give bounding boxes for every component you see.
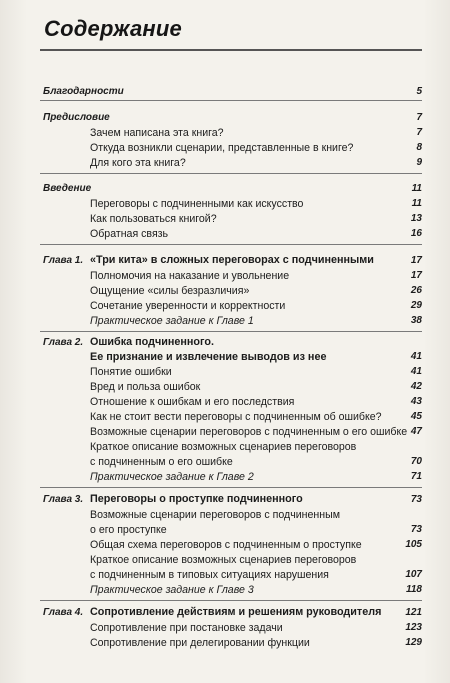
toc-entry-page: 9 xyxy=(416,157,422,168)
page-title: Содержание xyxy=(44,16,182,41)
toc-entry-page: 45 xyxy=(410,411,422,422)
toc-entry-page: 129 xyxy=(405,637,422,648)
toc-entry: Практическое задание к Главе 1 xyxy=(90,315,254,327)
toc-entry: Понятие ошибки xyxy=(90,366,172,378)
toc-entry: Сопротивление при постановке задачи xyxy=(90,622,283,634)
toc-entry: Краткое описание возможных сценариев переговоров xyxy=(90,554,357,566)
toc-entry: Откуда возникли сценарии, представленные в книге? xyxy=(90,142,354,154)
divider xyxy=(40,331,422,332)
toc-entry: Как пользоваться книгой? xyxy=(90,213,217,225)
toc-ch1-title: «Три кита» в сложных переговорах с подчиненными xyxy=(90,254,374,266)
toc-entry: Обратная связь xyxy=(90,228,169,240)
toc-entry-page: 29 xyxy=(410,300,422,311)
toc-entry-page: 11 xyxy=(411,198,422,209)
toc-ack-label: Благодарности xyxy=(43,86,124,97)
toc-ch1-page: 17 xyxy=(410,255,422,266)
toc-ch1-label: Глава 1. xyxy=(43,255,84,266)
toc-ch3-title: Переговоры о проступке подчиненного xyxy=(90,493,303,505)
toc-entry: Переговоры с подчиненными как искусство xyxy=(90,198,304,210)
toc-entry-page: 41 xyxy=(410,366,422,377)
toc-entry: Сопротивление при делегировании функции xyxy=(90,637,310,649)
toc-entry-page: 42 xyxy=(410,381,422,392)
toc-entry-page: 38 xyxy=(410,315,422,326)
toc-entry-page: 73 xyxy=(410,524,422,535)
toc-entry: Краткое описание возможных сценариев переговоров xyxy=(90,441,357,453)
toc-entry: Практическое задание к Главе 2 xyxy=(90,471,254,483)
toc-entry: Ощущение «силы безразличия» xyxy=(90,285,250,297)
toc-entry: Сочетание уверенности и корректности xyxy=(90,300,286,312)
toc-intro-label: Введение xyxy=(43,183,92,194)
toc-entry-page: 26 xyxy=(410,285,422,296)
toc-entry: о его проступке xyxy=(90,524,167,536)
toc-entry-page: 107 xyxy=(405,569,422,580)
toc-entry: Вред и польза ошибок xyxy=(90,381,201,393)
toc-ch2-page: 41 xyxy=(410,351,422,362)
toc-intro-page: 11 xyxy=(411,183,422,194)
toc-entry: Полномочия на наказание и увольнение xyxy=(90,270,290,282)
toc-entry: с подчиненным в типовых ситуациях нарушения xyxy=(90,569,329,581)
toc-entry: Отношение к ошибкам и его последствия xyxy=(90,396,295,408)
toc-entry-page: 71 xyxy=(410,471,422,482)
toc-entry-page: 43 xyxy=(410,396,422,407)
toc-ch2-label: Глава 2. xyxy=(43,337,84,348)
toc-entry-page: 118 xyxy=(406,584,422,595)
toc-entry-page: 47 xyxy=(410,426,422,437)
toc-entry: Возможные сценарии переговоров с подчиненным xyxy=(90,509,340,521)
toc-ch3-page: 73 xyxy=(410,494,422,505)
title-rule xyxy=(40,49,422,51)
toc-entry-page: 16 xyxy=(410,228,422,239)
toc-ch2-title-2: Ее признание и извлечение выводов из нее xyxy=(90,351,327,363)
toc-entry: Как не стоит вести переговоры с подчиненным об ошибке? xyxy=(90,411,382,423)
toc-entry: с подчиненным о его ошибке xyxy=(90,456,233,468)
toc-entry-page: 105 xyxy=(405,539,422,550)
toc-entry-page: 8 xyxy=(416,142,422,153)
toc-entry-page: 70 xyxy=(410,456,422,467)
toc-entry-page: 123 xyxy=(405,622,422,633)
toc-ch4-label: Глава 4. xyxy=(43,607,84,618)
toc-entry: Возможные сценарии переговоров с подчиненным о его ошибке xyxy=(90,426,408,438)
divider xyxy=(40,100,422,101)
divider xyxy=(40,244,422,245)
toc-entry-page: 17 xyxy=(410,270,422,281)
toc-entry: Для кого эта книга? xyxy=(90,157,186,169)
toc-entry: Практическое задание к Главе 3 xyxy=(90,584,254,596)
toc-entry: Общая схема переговоров с подчиненным о проступке xyxy=(90,539,362,551)
toc-entry: Зачем написана эта книга? xyxy=(90,127,224,139)
divider xyxy=(40,173,422,174)
toc-ch4-title: Сопротивление действиям и решениям руководителя xyxy=(90,606,382,618)
toc-ch3-label: Глава 3. xyxy=(43,494,84,505)
toc-preface-page: 7 xyxy=(416,112,422,123)
toc-ch4-page: 121 xyxy=(405,607,422,618)
toc-ch2-title-1: Ошибка подчиненного. xyxy=(90,336,214,348)
toc-preface-label: Предисловие xyxy=(43,112,110,123)
divider xyxy=(40,487,422,488)
toc-ack-page: 5 xyxy=(416,86,422,97)
toc-entry-page: 13 xyxy=(410,213,422,224)
toc-entry-page: 7 xyxy=(416,127,422,138)
divider xyxy=(40,600,422,601)
